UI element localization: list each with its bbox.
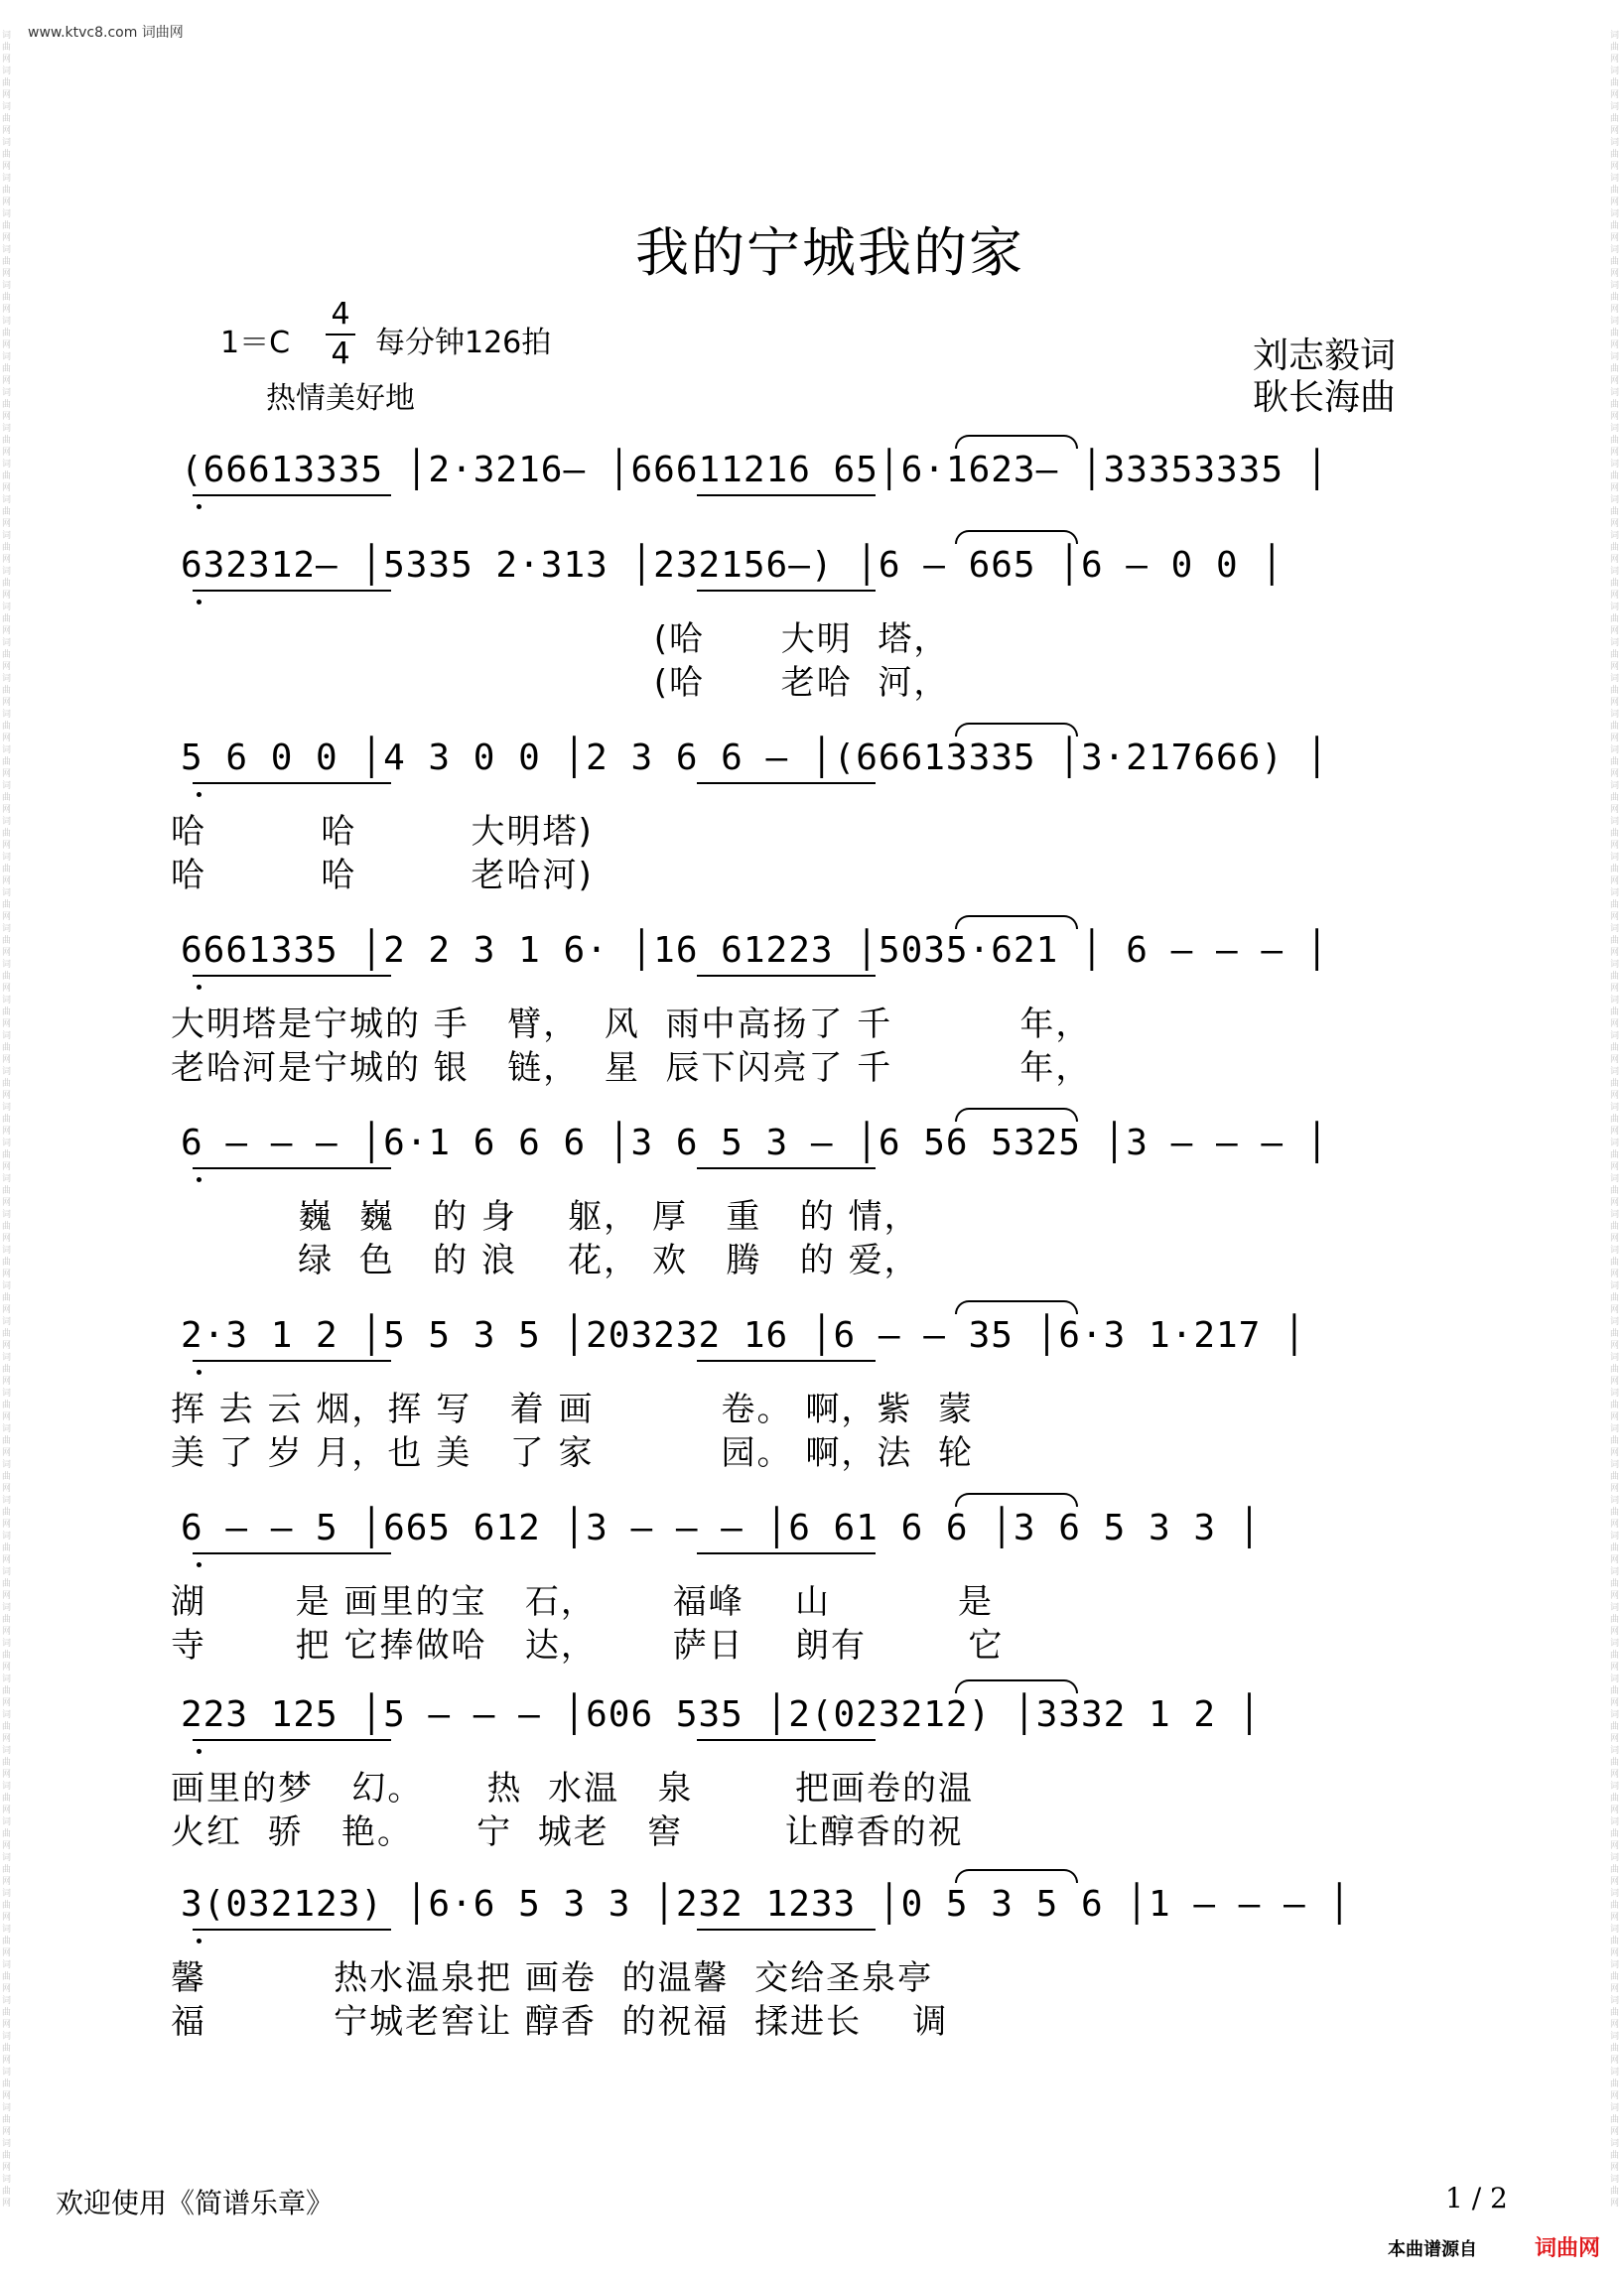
tie-slur bbox=[955, 915, 1078, 929]
lyric-verse-1: 巍 巍 的 身 躯， 厚 重 的 情， bbox=[171, 1197, 920, 1237]
beam-line bbox=[697, 975, 876, 977]
octave-dot bbox=[197, 1370, 202, 1375]
lyric-verse-2: 绿 色 的 浪 花， 欢 腾 的 爱， bbox=[171, 1241, 920, 1280]
lyric-verse-1: 画里的梦 幻。 热 水温 泉 把画卷的温 bbox=[171, 1769, 974, 1809]
beam-line bbox=[697, 1360, 876, 1362]
notation-row: 223 125 │5 — — — │606 535 │2(023212) │3332 1 2 │ bbox=[181, 1694, 1262, 1735]
footer-welcome: 欢迎使用《简谱乐章》 bbox=[56, 2187, 335, 2219]
octave-dot bbox=[197, 1562, 202, 1567]
score-line bbox=[171, 544, 1451, 703]
octave-dot bbox=[197, 600, 202, 604]
tempo-marking: 每分钟126拍 bbox=[375, 326, 552, 360]
notation-row: 632312— │5335 2·313 │232156—) │6 — 665 │6 — 0 0 │ bbox=[181, 545, 1285, 586]
side-watermark-right: 词曲网词曲网词曲网词曲网词曲网词曲网词曲网词曲网词曲网词曲网词曲网词曲网词曲网词曲网词曲网词曲网词曲网词曲网词曲网词曲网词曲网词曲网词曲网词曲网词曲网词曲网词曲网词曲网词曲网词曲网词曲网词曲网词曲网词曲网词曲网词曲网词曲网词曲网词曲网词曲网词曲网词曲网词曲网词曲网词曲网词曲网词曲网词曲网词曲网词曲网词曲网词曲网词曲网词曲网词曲网词曲网词曲网词曲网词曲网词曲网词曲网 bbox=[1610, 31, 1620, 2209]
score-line bbox=[171, 929, 1451, 1088]
lyric-verse-2: 老哈河是宁城的 银 链， 星 辰下闪亮了 千 年， bbox=[171, 1048, 1092, 1088]
tie-slur bbox=[955, 1869, 1078, 1883]
lyric-verse-1: 湖 是 画里的宝 石， 福峰 山 是 bbox=[171, 1582, 995, 1622]
octave-dot bbox=[197, 1177, 202, 1182]
lyric-verse-1: (哈 大明 塔， bbox=[171, 619, 950, 659]
tie-slur bbox=[955, 1300, 1078, 1314]
notation-row: 3(032123) │6·6 5 3 3 │232 1233 │0 5 3 5 6 │1 — — — │ bbox=[181, 1884, 1352, 1925]
score-line bbox=[171, 1507, 1451, 1666]
beam-line bbox=[193, 1552, 391, 1554]
beam-line bbox=[193, 1929, 391, 1931]
score-line bbox=[171, 737, 1451, 895]
key-signature: 1＝C bbox=[220, 326, 291, 360]
composer-credit: 耿长海曲 bbox=[1253, 377, 1397, 418]
lyric-verse-2: (哈 老哈 河， bbox=[171, 663, 950, 703]
page-number: 1 / 2 bbox=[1445, 2182, 1508, 2214]
brand-logo[interactable]: 词曲网 bbox=[1535, 2236, 1601, 2261]
site-url[interactable]: www.ktvc8.com 词曲网 bbox=[28, 25, 184, 41]
octave-dot bbox=[197, 1749, 202, 1754]
beam-line bbox=[697, 494, 876, 496]
tie-slur bbox=[955, 723, 1078, 737]
score-line bbox=[171, 1883, 1451, 2042]
lyricist-credit: 刘志毅词 bbox=[1253, 335, 1397, 376]
tie-slur bbox=[955, 530, 1078, 544]
expression-marking: 热情美好地 bbox=[266, 381, 415, 416]
lyric-verse-1: 哈 哈 大明塔) bbox=[171, 812, 594, 852]
beam-line bbox=[697, 1167, 876, 1169]
octave-dot bbox=[197, 1939, 202, 1943]
score-line bbox=[171, 1122, 1451, 1280]
notation-row: 6 — — — │6·1 6 6 6 │3 6 5 3 — │6 56 5325 │3 — — — │ bbox=[181, 1123, 1329, 1163]
beam-line bbox=[697, 1929, 876, 1931]
tie-slur bbox=[955, 435, 1078, 449]
beam-line bbox=[697, 1552, 876, 1554]
score-line bbox=[171, 1693, 1451, 1852]
lyric-verse-2: 福 宁城老窖让 醇香 的祝福 揉进长 调 bbox=[171, 2002, 949, 2042]
lyric-verse-1: 挥 去 云 烟，挥 写 着 画 卷。 啊，紫 蒙 bbox=[171, 1390, 974, 1429]
octave-dot bbox=[197, 504, 202, 509]
notation-row: (66613335 │2·3216— │66611216 65│6·1623— │33353335 │ bbox=[181, 450, 1329, 490]
lyric-verse-2: 哈 哈 老哈河) bbox=[171, 856, 594, 895]
beam-line bbox=[193, 1739, 391, 1741]
notation-row: 6 — — 5 │665 612 │3 — — — │6 61 6 6 │3 6 5 3 3 │ bbox=[181, 1508, 1262, 1548]
lyric-verse-2: 火红 骄 艳。 宁 城老 窖 让醇香的祝 bbox=[171, 1812, 964, 1852]
score-line bbox=[171, 1314, 1451, 1473]
lyric-verse-2: 寺 把 它捧做哈 达， 萨日 朗有 它 bbox=[171, 1626, 1005, 1666]
song-title: 我的宁城我的家 bbox=[635, 221, 1024, 284]
source-note: 本曲谱源自 bbox=[1388, 2239, 1477, 2260]
lyric-verse-1: 馨 热水温泉把 画卷 的温馨 交给圣泉亭 bbox=[171, 1958, 934, 1998]
lyric-verse-2: 美 了 岁 月，也 美 了 家 园。 啊，法 轮 bbox=[171, 1433, 974, 1473]
tie-slur bbox=[955, 1108, 1078, 1122]
beam-line bbox=[193, 590, 391, 592]
beam-line bbox=[193, 494, 391, 496]
octave-dot bbox=[197, 792, 202, 797]
tie-slur bbox=[955, 1679, 1078, 1693]
notation-row: 5 6 0 0 │4 3 0 0 │2 3 6 6 — │(66613335 │3·217666) │ bbox=[181, 737, 1329, 778]
side-watermark-left: 词曲网词曲网词曲网词曲网词曲网词曲网词曲网词曲网词曲网词曲网词曲网词曲网词曲网词曲网词曲网词曲网词曲网词曲网词曲网词曲网词曲网词曲网词曲网词曲网词曲网词曲网词曲网词曲网词曲网词曲网词曲网词曲网词曲网词曲网词曲网词曲网词曲网词曲网词曲网词曲网词曲网词曲网词曲网词曲网词曲网词曲网词曲网词曲网词曲网词曲网词曲网词曲网词曲网词曲网词曲网词曲网词曲网词曲网词曲网词曲网词曲网 bbox=[2, 31, 12, 2209]
beam-line bbox=[193, 782, 391, 784]
time-signature-bottom: 4 bbox=[331, 336, 350, 371]
beam-line bbox=[193, 975, 391, 977]
beam-line bbox=[697, 590, 876, 592]
tie-slur bbox=[955, 1493, 1078, 1507]
beam-line bbox=[193, 1167, 391, 1169]
lyric-verse-1: 大明塔是宁城的 手 臂， 风 雨中高扬了 千 年， bbox=[171, 1005, 1092, 1044]
time-signature bbox=[326, 296, 355, 373]
octave-dot bbox=[197, 985, 202, 990]
beam-line bbox=[697, 782, 876, 784]
time-signature-top: 4 bbox=[331, 297, 350, 332]
beam-line bbox=[193, 1360, 391, 1362]
score-line bbox=[181, 449, 1451, 528]
notation-row: 6661335 │2 2 3 1 6· │16 61223 │5035·621 │ 6 — — — │ bbox=[181, 930, 1329, 971]
beam-line bbox=[697, 1739, 876, 1741]
notation-row: 2·3 1 2 │5 5 3 5 │203232 16 │6 — — 35 │6·3 1·217 │ bbox=[181, 1315, 1306, 1356]
